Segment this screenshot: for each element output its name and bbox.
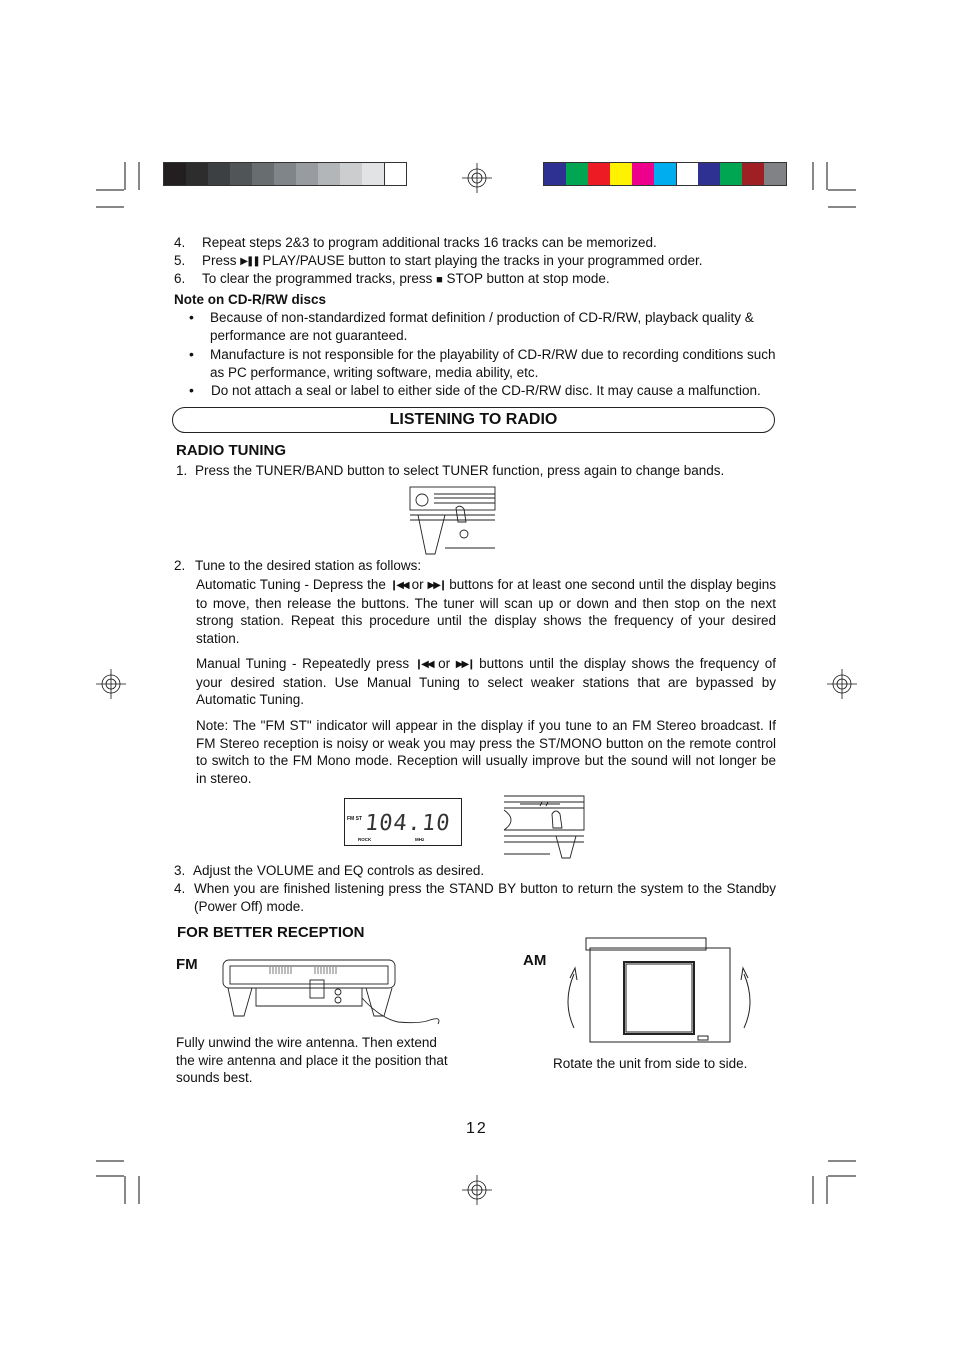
color-swatch (742, 163, 764, 185)
fm-antenna-illustration (220, 958, 445, 1038)
radio-tuning-title: RADIO TUNING (176, 442, 286, 459)
manual-tuning-paragraph: Manual Tuning - Repeatedly press ❙◀◀ or ▶▶❙ buttons until the display shows the frequency of your desired station. Use Manual Tuning to select weaker stations that are bypassed by Automatic Tuning. (196, 656, 776, 708)
bullet-icon: • (189, 309, 194, 325)
am-rotate-illustration (560, 936, 760, 1046)
fm-label: FM (176, 956, 198, 973)
color-swatch (654, 163, 676, 185)
tuning-step-3: 3. Adjust the VOLUME and EQ controls as desired. (174, 863, 485, 878)
cd-note-bullet-1: Because of non-standardized format definition / production of CD-R/RW, playback quality & performance are not guaranteed. (210, 310, 754, 343)
am-label: AM (523, 952, 547, 969)
color-swatch (566, 163, 588, 185)
color-swatch (632, 163, 654, 185)
tuner-button-illustration (408, 482, 498, 554)
cd-note-title: Note on CD-R/RW discs (174, 292, 327, 307)
tuning-step-2: 2. Tune to the desired station as follows: (174, 558, 422, 573)
gray-swatch (340, 163, 362, 185)
stop-icon: ■ (436, 274, 443, 286)
color-swatch (698, 163, 720, 185)
color-swatch (764, 163, 786, 185)
gray-swatch (384, 163, 406, 185)
color-swatch (720, 163, 742, 185)
unit-indicator: MHz (415, 837, 425, 842)
bullet-icon: • (189, 382, 194, 398)
step-4: 4. Repeat steps 2&3 to program additional tracks 16 tracks can be memorized. (174, 235, 657, 250)
bullet-icon: • (189, 346, 194, 362)
fm-st-indicator: FM ST (347, 816, 362, 822)
fm-stereo-note: Note: The "FM ST" indicator will appear in the display if you tune to an FM Stereo broadcast. If FM Stereo reception is noisy or weak you may press the ST/MONO button on the remote control to switch to the FM Mono mode. Reception will usually improve but the sound will not longer be in stereo. (196, 718, 776, 787)
am-instructions: Rotate the unit from side to side. (553, 1056, 748, 1071)
play-pause-icon: ▶❚❚ (240, 256, 259, 267)
color-swatch (544, 163, 566, 185)
gray-swatch (230, 163, 252, 185)
skip-forward-icon: ▶▶❙ (455, 659, 474, 670)
process-color-bar (543, 162, 787, 186)
tuning-buttons-illustration (500, 794, 590, 860)
step-6: 6. To clear the programmed tracks, press ■ STOP button at stop mode. (174, 271, 610, 286)
gray-swatch (318, 163, 340, 185)
grayscale-color-bar (163, 162, 407, 186)
skip-forward-icon: ▶▶❙ (427, 580, 446, 591)
gray-swatch (186, 163, 208, 185)
page-number: 12 (466, 1120, 488, 1137)
gray-swatch (362, 163, 384, 185)
tuning-step-4: 4. When you are finished listening press the STAND BY button to return the system to the Standby (Power Off) mode. (174, 881, 776, 914)
skip-back-icon: ❙◀◀ (414, 659, 433, 670)
color-swatch (676, 163, 698, 185)
gray-swatch (274, 163, 296, 185)
gray-swatch (208, 163, 230, 185)
automatic-tuning-paragraph: Automatic Tuning - Depress the ❙◀◀ or ▶▶❙ buttons for at least one second until the display begins to move, then release the buttons. The tuner will scan up or down and then stop on the next strong station. Repeat this procedure until the display shows the frequency of your desired station. (196, 577, 776, 647)
color-swatch (588, 163, 610, 185)
tuning-step-1: 1. Press the TUNER/BAND button to select TUNER function, press again to change bands. (176, 463, 725, 478)
eq-indicator: ROCK (358, 837, 372, 842)
step-5: 5. Press ▶❚❚ PLAY/PAUSE button to start playing the tracks in your programmed order. (174, 252, 774, 271)
gray-swatch (252, 163, 274, 185)
fm-instructions: Fully unwind the wire antenna. Then extend the wire antenna and place it the position that sounds best. (176, 1035, 448, 1086)
color-swatch (610, 163, 632, 185)
cd-note-bullet-3: Do not attach a seal or label to either side of the CD-R/RW disc. It may cause a malfunction. (211, 383, 761, 398)
frequency-readout: 104.10 (363, 811, 452, 836)
lcd-display (344, 798, 462, 846)
cd-note-bullet-2: Manufacture is not responsible for the playability of CD-R/RW due to recording conditions such as PC performance, writing software, media ability, etc. (210, 347, 776, 380)
skip-back-icon: ❙◀◀ (389, 580, 408, 591)
gray-swatch (164, 163, 186, 185)
gray-swatch (296, 163, 318, 185)
section-banner: LISTENING TO RADIO (172, 407, 775, 433)
better-reception-title: FOR BETTER RECEPTION (177, 924, 365, 941)
